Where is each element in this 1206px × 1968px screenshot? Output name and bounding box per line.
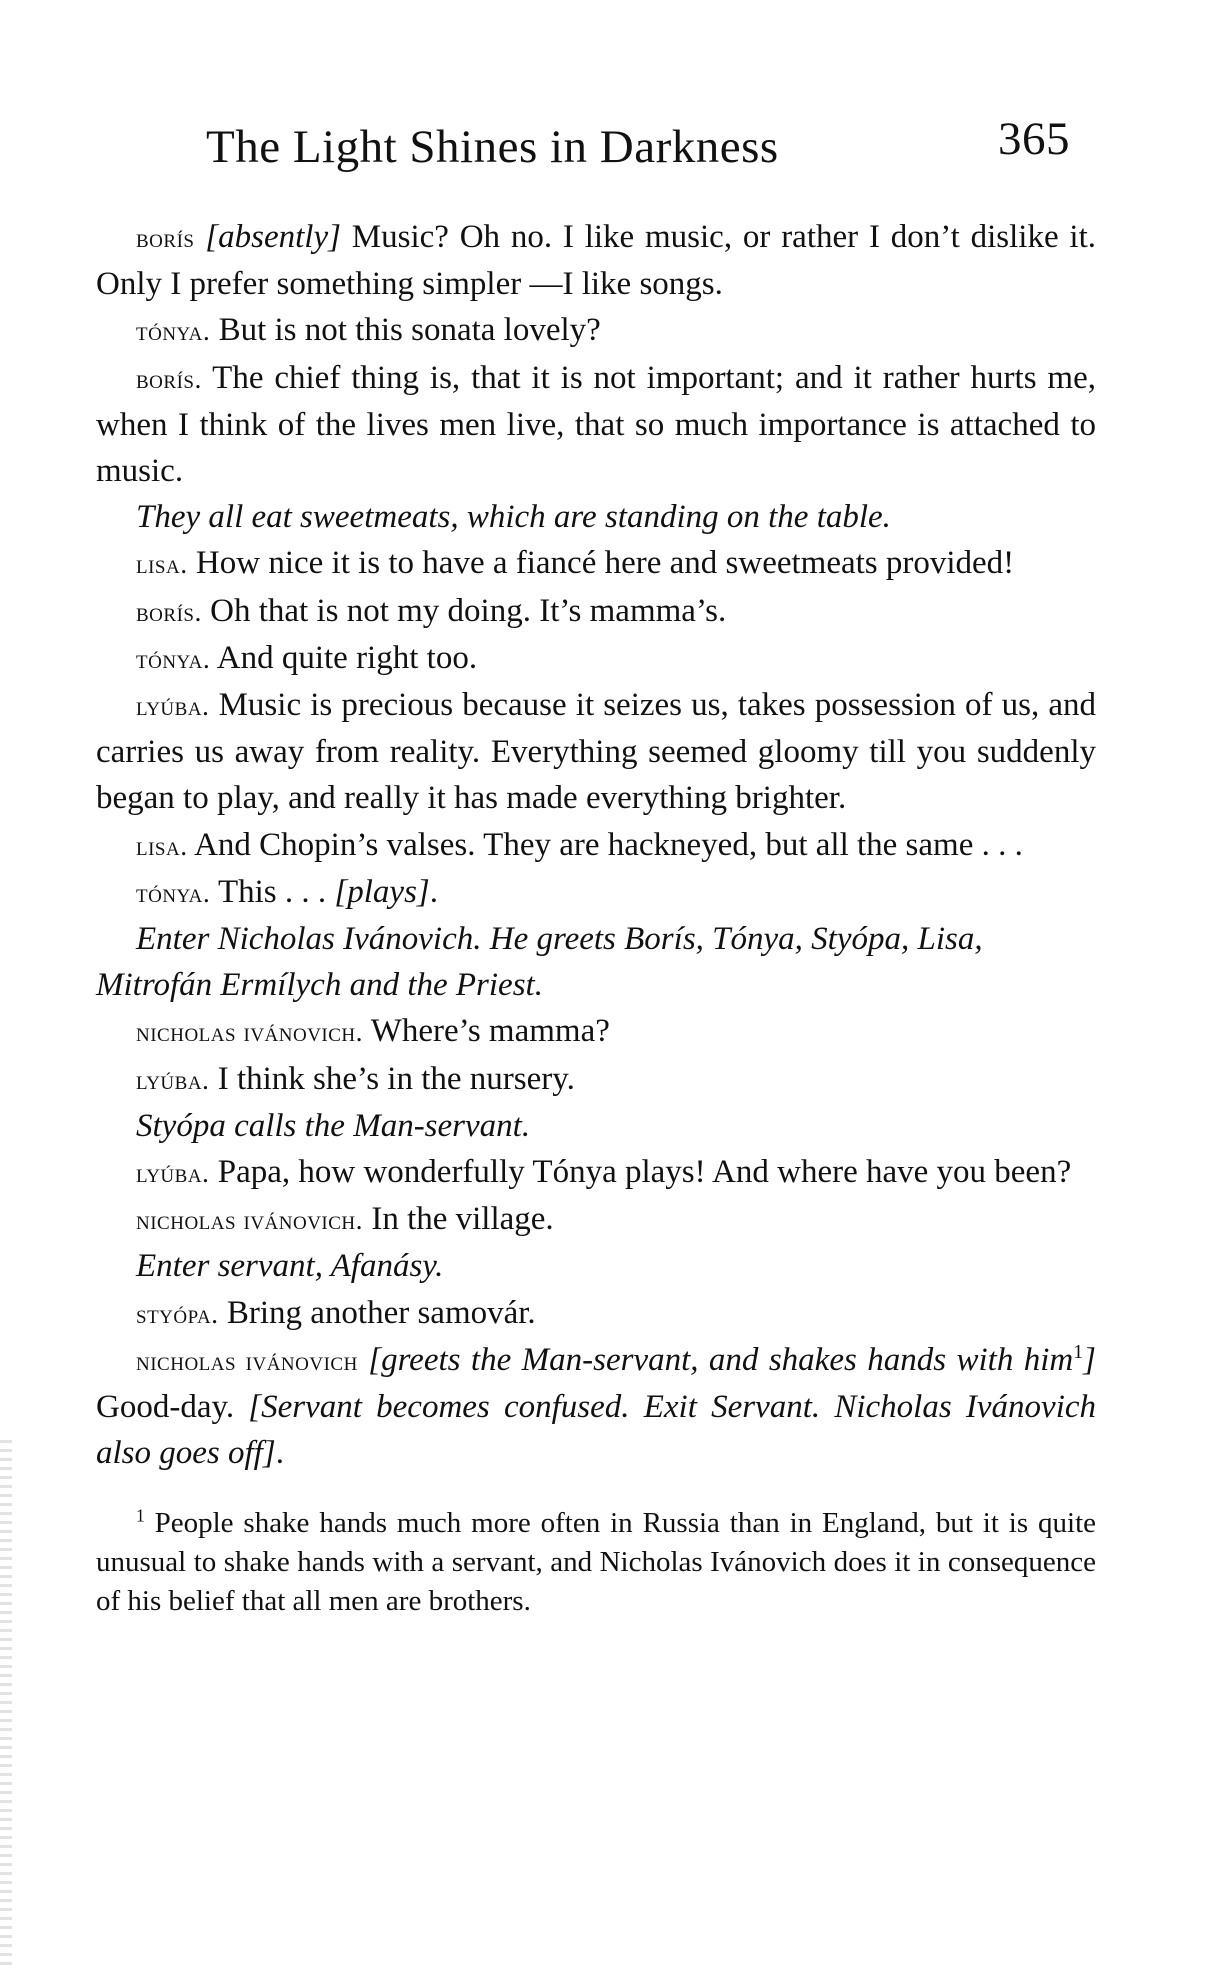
dialogue-end: . [429,873,438,910]
dialogue-end: . [275,1435,284,1472]
dialogue-paragraph [96,540,1096,587]
dialogue-text: Good-day. [96,1389,249,1426]
page-number: 365 [998,113,1070,165]
dialogue-text: Papa, how wonderfully Tónya plays! And where have you been? [209,1154,1072,1191]
footnote-mark: 1 [136,1505,145,1526]
dialogue-text: Music is precious because it seizes us, takes possession of us, and carries us away from reality. Everything seemed gloomy till you suddenly began to play, and really it has made everything brighter. [96,687,1096,817]
dialogue-paragraph [96,1008,1096,1055]
speaker-name: lisa. [136,829,188,861]
running-header [96,113,1096,214]
speaker-name: nicholas ivánovich [136,1344,358,1376]
speaker-name: borís [136,222,195,253]
speaker-name: nicholas ivánovich. [136,1016,364,1048]
dialogue-text: And Chopin’s valses. They are hackneyed, but all the same . . . [187,826,1023,863]
page-gutter-shadow [0,1440,12,1968]
footnote-reference: 1 [1073,1340,1084,1363]
dialogue-paragraph [96,1337,1096,1477]
stage-direction: [absently] [205,219,341,255]
speaker-name: styópa. [136,1297,219,1329]
dialogue-text: Where’s mamma? [363,1013,610,1050]
stage-direction: [greets the Man-servant, and shakes hands with him [357,1341,1074,1378]
dialogue-text: Bring another samovár. [218,1294,536,1331]
speaker-name: nicholas ivánovich. [136,1204,364,1236]
stage-direction-close: ] [1083,1341,1096,1378]
stage-direction-line: They all eat sweetmeats, which are standing on the table. [136,499,891,536]
dialogue-paragraph [96,869,1096,916]
speaker-name: lisa. [136,548,188,580]
dialogue-paragraph [96,1290,1096,1337]
dialogue-paragraph [96,682,1096,822]
speaker-name: lyúba. [136,690,210,722]
play-text [96,214,1096,1476]
stage-direction-line: Enter Nicholas Ivánovich. He greets Borís, Tónya, Styópa, Lisa, Mitrofán Ermílych and the Priest. [96,921,983,1004]
dialogue-paragraph [96,214,1096,307]
footnote [96,1504,1096,1621]
speaker-name: borís. [136,362,202,394]
dialogue-text: I think she’s in the nursery. [209,1060,575,1097]
speaker-name: tónya. [136,876,211,908]
dialogue-text: But is not this sonata lovely? [210,312,601,349]
dialogue-paragraph [96,1149,1096,1196]
dialogue-paragraph [96,822,1096,869]
stage-direction-line: Enter servant, Afanásy. [136,1248,444,1285]
dialogue-paragraph [96,1056,1096,1103]
running-title: The Light Shines in Darkness [206,121,779,173]
speaker-name: tónya. [136,642,211,674]
stage-direction: [plays] [334,873,430,910]
dialogue-paragraph [96,355,1096,495]
dialogue-paragraph [96,588,1096,635]
speaker-name: tónya. [136,315,211,347]
dialogue-text: This . . . [210,873,335,910]
dialogue-paragraph [96,307,1096,354]
speaker-name: lyúba. [136,1063,210,1095]
stage-direction: [Servant becomes confused. Exit Servant. Nicholas Ivánovich also goes off] [96,1389,1097,1472]
dialogue-paragraph [96,1196,1096,1243]
dialogue-text: Music? Oh no. I like music, or rather I don’t dislike it. Only I prefer something simpler —I like songs. [96,219,1097,303]
dialogue-text: In the village. [363,1201,554,1238]
speaker-name: lyúba. [136,1157,210,1189]
stage-direction-line: Styópa calls the Man-servant. [136,1107,531,1144]
footnote-text: People shake hands much more often in Russia than in England, but it is quite unusual to shake hands with a servant, and Nicholas Ivánovich does it in consequence of his belief that all men are brothers. [96,1507,1096,1618]
dialogue-paragraph [96,635,1096,682]
speaker-name: borís. [136,595,202,627]
dialogue-text: The chief thing is, that it is not important; and it rather hurts me, when I think of the lives men live, that so much importance is attached to music. [96,359,1096,490]
dialogue-text: How nice it is to have a fiancé here and sweetmeats provided! [187,545,1015,582]
dialogue-text: Oh that is not my doing. It’s mamma’s. [201,592,727,629]
dialogue-text: And quite right too. [210,639,478,676]
